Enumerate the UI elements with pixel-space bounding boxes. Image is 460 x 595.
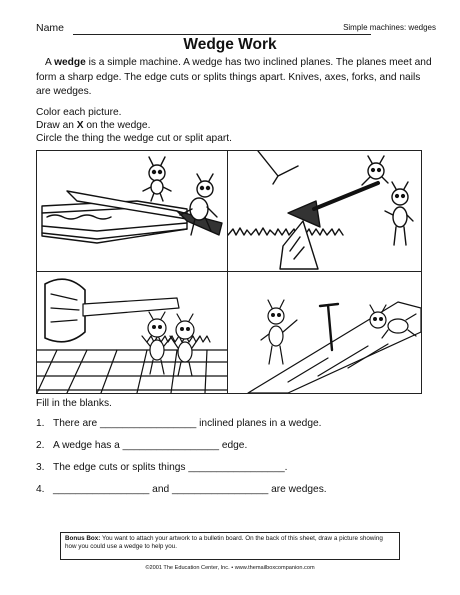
fill-in-title: Fill in the blanks.	[36, 398, 112, 409]
page-title: Wedge Work	[183, 36, 277, 53]
fork-illustration	[37, 272, 227, 393]
directions	[36, 106, 436, 146]
panel-nail-board[interactable]	[228, 272, 421, 393]
direction-color: Color each picture.	[36, 107, 122, 118]
blank-item[interactable]: 4. _________________ and _________________ are wedges.	[36, 484, 327, 495]
name-label: Name	[36, 22, 65, 34]
axe-log-illustration	[228, 151, 421, 271]
nail-board-illustration	[228, 272, 421, 393]
panel-knife-sandwich[interactable]	[37, 151, 227, 271]
direction-draw-x: Draw an X on the wedge.	[36, 120, 151, 132]
bonus-text: You want to attach your artwork to a bulletin board. On the back of this sheet, draw a picture showing how you could use a wedge to help you.	[65, 535, 383, 551]
blank-item[interactable]: 2. A wedge has a _________________ edge.	[36, 440, 248, 451]
knife-sandwich-illustration	[37, 151, 227, 271]
blank-item[interactable]: 1. There are _________________ inclined planes in a wedge.	[36, 418, 322, 429]
blank-item[interactable]: 3. The edge cuts or splits things _________________.	[36, 462, 288, 473]
wedge-term: wedge	[54, 57, 86, 68]
topic-label: Simple machines: wedges	[343, 23, 436, 32]
intro-paragraph: A wedge is a simple machine. A wedge has two inclined planes. The planes meet and form a sharp edge. The edge cuts or splits things apart. Knives, axes, forks, and nails are wedges.	[36, 57, 432, 98]
name-row	[36, 22, 436, 36]
copyright-footer: ©2001 The Education Center, Inc. • www.themailboxcompanion.com	[145, 565, 315, 571]
name-line[interactable]	[73, 34, 371, 35]
panel-axe-log[interactable]	[228, 151, 421, 271]
direction-circle: Circle the thing the wedge cut or split apart.	[36, 133, 232, 145]
bonus-label: Bonus Box:	[65, 535, 101, 542]
bonus-box	[60, 532, 400, 560]
panel-fork[interactable]	[37, 272, 227, 393]
picture-panels	[36, 150, 422, 394]
